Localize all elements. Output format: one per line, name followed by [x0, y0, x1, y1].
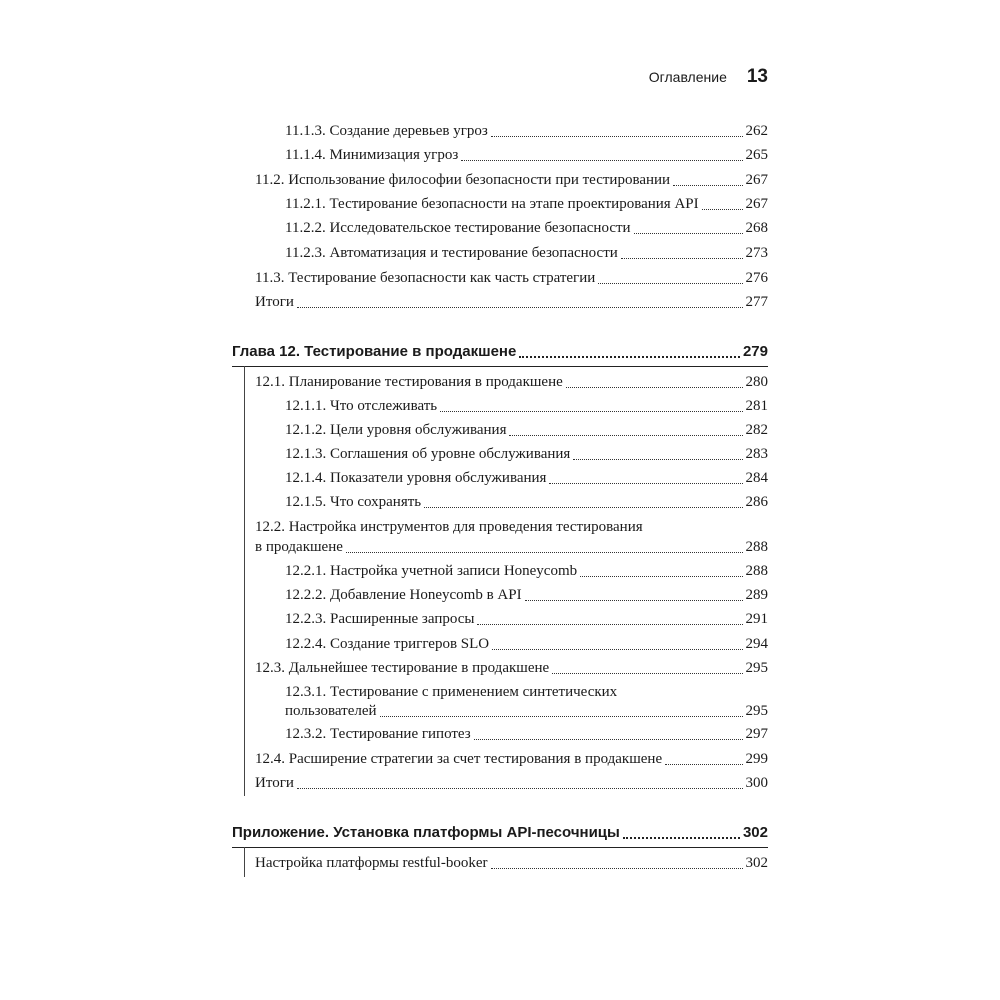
leader-dots	[673, 184, 742, 186]
toc-entry-page: 281	[745, 398, 768, 414]
toc-entry-title: 12.2.1. Настройка учетной записи Honeycomb	[285, 563, 578, 579]
toc-entry[interactable]	[232, 560, 768, 582]
toc-entry-page: 267	[745, 196, 768, 212]
leader-dots	[552, 672, 742, 674]
toc-entry[interactable]	[232, 193, 768, 215]
toc-entry-title: 11.3. Тестирование безопасности как часть стратегии	[255, 270, 596, 286]
toc-entry-title: 12.3.2. Тестирование гипотез	[285, 726, 471, 742]
toc-entry-page: 302	[745, 855, 768, 871]
appendix-heading[interactable]	[232, 821, 768, 845]
leader-dots	[702, 208, 743, 210]
toc-entry-line1[interactable]	[232, 516, 768, 538]
toc-entry[interactable]	[232, 169, 768, 191]
toc-entry-page: 280	[745, 374, 768, 390]
toc-entry-title: 11.1.3. Создание деревьев угроз	[285, 123, 488, 139]
toc-entry[interactable]	[232, 371, 768, 393]
toc-entry-line2[interactable]	[232, 700, 768, 722]
leader-dots	[621, 257, 743, 259]
toc-entry[interactable]	[232, 395, 768, 417]
toc-entry-page: 291	[745, 611, 768, 627]
toc-entry[interactable]	[232, 419, 768, 441]
toc-entry-title: 11.2. Использование философии безопасности при тестировании	[255, 172, 671, 188]
toc-entry[interactable]	[232, 748, 768, 770]
toc-entry-title: 12.2.4. Создание триггеров SLO	[285, 636, 490, 652]
leader-dots	[346, 551, 743, 553]
leader-dots	[492, 648, 742, 650]
toc-entry[interactable]	[232, 852, 768, 874]
toc-entry[interactable]	[232, 144, 768, 166]
toc-entry-title: 12.1.3. Соглашения об уровне обслуживания	[285, 446, 571, 462]
toc-entry[interactable]	[232, 443, 768, 465]
toc-entry-title: Настройка платформы restful-booker	[255, 855, 488, 871]
toc-entry-title: 12.3.1. Тестирование с применением синтетических	[285, 684, 618, 700]
toc-entry[interactable]	[232, 608, 768, 630]
page-number: 13	[746, 66, 768, 87]
toc-entry[interactable]	[232, 723, 768, 745]
toc-entry-page: 299	[745, 751, 768, 767]
leader-dots	[491, 135, 743, 137]
toc-entry-page: 289	[745, 587, 768, 603]
toc-entry-page: 268	[745, 220, 768, 236]
leader-dots	[297, 306, 743, 308]
toc-entry-line2[interactable]	[232, 536, 768, 558]
toc-entry-page: 273	[745, 245, 768, 261]
toc-entry[interactable]	[232, 772, 768, 794]
chapter-rule	[232, 366, 768, 367]
toc-entry-title: 11.1.4. Минимизация угроз	[285, 147, 459, 163]
leader-dots	[440, 410, 742, 412]
toc-entry[interactable]	[232, 120, 768, 142]
running-title: Оглавление	[648, 69, 727, 85]
chapter-page: 279	[742, 343, 768, 360]
toc-entry-title: 12.1.4. Показатели уровня обслуживания	[285, 470, 547, 486]
leader-dots	[525, 599, 743, 601]
toc-entry-page: 288	[745, 539, 768, 555]
leader-dots	[491, 867, 743, 869]
toc-entry-page: 294	[745, 636, 768, 652]
toc-entry-title: 12.1.2. Цели уровня обслуживания	[285, 422, 507, 438]
leader-dots	[509, 434, 742, 436]
toc-entry-page: 267	[745, 172, 768, 188]
toc-entry-title: 12.1.5. Что сохранять	[285, 494, 422, 510]
toc-entry-page: 262	[745, 123, 768, 139]
toc-entry[interactable]	[232, 291, 768, 313]
toc-entry-title: 12.3. Дальнейшее тестирование в продакшене	[255, 660, 550, 676]
toc-entry-page: 277	[745, 294, 768, 310]
toc-entry-title: 11.2.2. Исследовательское тестирование безопасности	[285, 220, 631, 236]
toc-entry-page: 282	[745, 422, 768, 438]
toc-entry[interactable]	[232, 467, 768, 489]
chapter-title: Глава 12. Тестирование в продакшене	[232, 343, 517, 360]
toc-entry-page: 295	[745, 703, 768, 719]
toc-entry[interactable]	[232, 657, 768, 679]
toc-entry[interactable]	[232, 633, 768, 655]
leader-dots	[665, 763, 742, 765]
leader-dots	[573, 458, 742, 460]
toc-entry-title: 12.1.1. Что отслеживать	[285, 398, 438, 414]
toc-entry-page: 295	[745, 660, 768, 676]
toc-entry-page: 276	[745, 270, 768, 286]
toc-entry-page: 283	[745, 446, 768, 462]
leader-dots	[297, 787, 743, 789]
leader-dots	[598, 282, 742, 284]
toc-entry-title-cont: в продакшене	[255, 539, 343, 555]
toc-entry-title: 12.2.2. Добавление Honeycomb в API	[285, 587, 522, 603]
toc-entry[interactable]	[232, 242, 768, 264]
toc-entry-title: 12.4. Расширение стратегии за счет тестирования в продакшене	[255, 751, 663, 767]
toc-entry-page: 284	[745, 470, 768, 486]
leader-dots	[623, 836, 740, 839]
toc-entry-page: 288	[745, 563, 768, 579]
leader-dots	[424, 506, 742, 508]
leader-dots	[519, 355, 740, 358]
toc-entry-title: 11.2.3. Автоматизация и тестирование безопасности	[285, 245, 618, 261]
toc-entry-page: 265	[745, 147, 768, 163]
toc-entry-title: Итоги	[255, 775, 294, 791]
toc-entry-title: 12.1. Планирование тестирования в продакшене	[255, 374, 563, 390]
toc-entry-page: 286	[745, 494, 768, 510]
toc-entry-title-cont: пользователей	[285, 703, 377, 719]
leader-dots	[566, 386, 743, 388]
toc-page	[232, 0, 768, 1000]
leader-dots	[634, 232, 743, 234]
toc-entry[interactable]	[232, 217, 768, 239]
leader-dots	[477, 623, 742, 625]
toc-entry-page: 300	[745, 775, 768, 791]
toc-entry-title: 11.2.1. Тестирование безопасности на этапе проектирования API	[285, 196, 699, 212]
toc-entry-title: Итоги	[255, 294, 294, 310]
appendix-rule	[232, 847, 768, 848]
toc-entry-title: 12.2.3. Расширенные запросы	[285, 611, 475, 627]
toc-entry[interactable]	[232, 491, 768, 513]
appendix-page: 302	[742, 824, 768, 841]
toc-entry-title: 12.2. Настройка инструментов для проведения тестирования	[255, 519, 643, 535]
appendix-title: Приложение. Установка платформы API-песочницы	[232, 824, 620, 841]
leader-dots	[380, 715, 743, 717]
leader-dots	[461, 159, 742, 161]
running-head	[232, 66, 768, 96]
leader-dots	[474, 738, 743, 740]
chapter-heading[interactable]	[232, 340, 768, 364]
leader-dots	[580, 575, 742, 577]
toc-entry-page: 297	[745, 726, 768, 742]
toc-entry[interactable]	[232, 267, 768, 289]
toc-entry[interactable]	[232, 584, 768, 606]
leader-dots	[549, 482, 742, 484]
